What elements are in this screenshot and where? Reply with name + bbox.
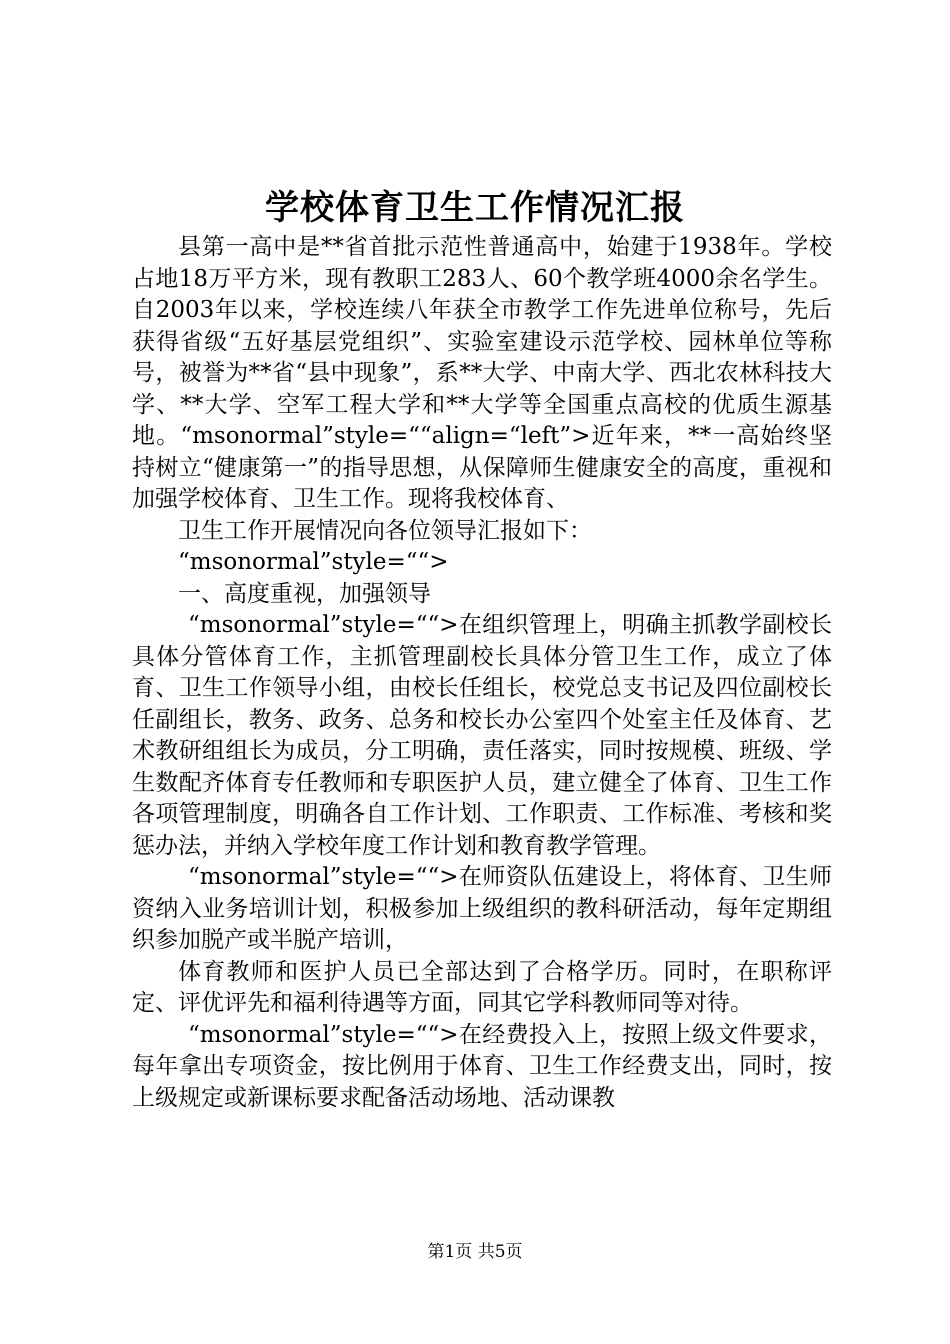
paragraph-qualification: 体育教师和医护人员已全部达到了合格学历。同时，在职称评定、评优评先和福利待遇等方面，同其它学科教师同等对待。 (132, 958, 832, 1016)
page-footer: 第1页 共5页 (427, 1242, 523, 1262)
section-heading-1: 一、高度重视，加强领导 (178, 580, 431, 607)
paragraph-staff: “msonormal”style=““>在师资队伍建设上，将体育、卫生师资纳入业务培训计划，积极参加上级组织的教科研活动，每年定期组织参加脱产或半脱产培训， (132, 864, 832, 953)
document-body (132, 232, 832, 1114)
paragraph-organization: “msonormal”style=““>在组织管理上，明确主抓教学副校长具体分管体育工作，主抓管理副校长具体分管卫生工作，成立了体育、卫生工作领导小组，由校长任组长，校党总支书记及四位副校长任副组长，教务、政务、总务和校长办公室四个处室主任及体育、艺术教研组组长为成员，分工明确，责任落实，同时按规模、班级、学生数配齐体育专任教师和专职医护人员，建立健全了体育、卫生工作各项管理制度，明确各自工作计划、工作职责、工作标准、考核和奖惩办法，并纳入学校年度工作计划和教育教学管理。 (132, 612, 832, 859)
document-title: 学校体育卫生工作情况汇报 (265, 188, 685, 228)
paragraph-style-fragment: “msonormal”style=““> (178, 549, 449, 575)
paragraph-intro: 县第一高中是**省首批示范性普通高中，始建于1938年。学校占地18万平方米，现有教职工283人、60个教学班4000余名学生。自2003年以来，学校连续八年获全市教学工作先进单位称号，先后获得省级“五好基层党组织”、实验室建设示范学校、园林单位等称号，被誉为**省“县中现象”，系**大学、中南大学、西北农林科技大学、**大学、空军工程大学和**大学等全国重点高校的优质生源基地。“msonormal”style=““align=“left”>近年来，**一高始终坚持树立“健康第一”的指导思想，从保障师生健康安全的高度，重视和加强学校体育、卫生工作。现将我校体育、 (132, 234, 832, 512)
paragraph-intro-cont: 卫生工作开展情况向各位领导汇报如下： (178, 517, 592, 544)
paragraph-funding: “msonormal”style=““>在经费投入上，按照上级文件要求，每年拿出专项资金，按比例用于体育、卫生工作经费支出，同时，按上级规定或新课标要求配备活动场地、活动课教 (132, 1021, 832, 1111)
